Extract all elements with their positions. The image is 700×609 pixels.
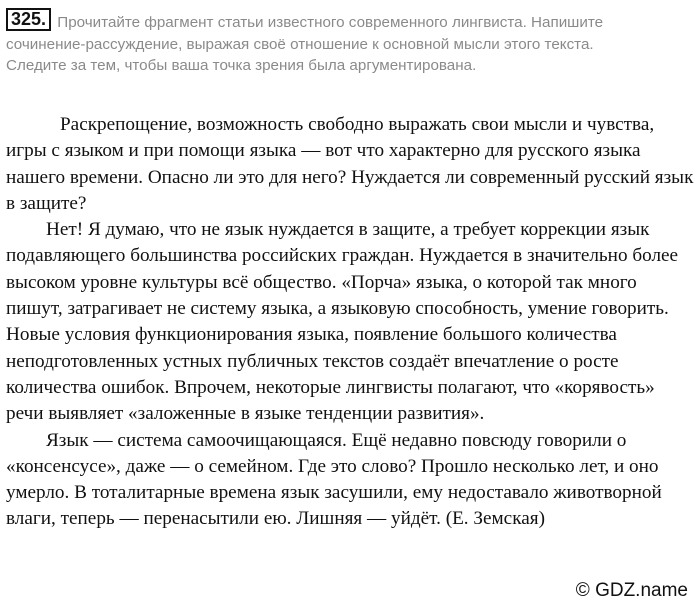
task-instruction: [6, 9, 696, 77]
source-text: [6, 112, 696, 533]
task-number: 325.: [6, 8, 51, 31]
text-paragraph-2: Нет! Я думаю, что не язык нуждается в защите, а требует коррекции язык подавляющего большинства российских граждан. Нуждается в значительно более высоком уровне культуры всё общество. «Порча» языка, о которой так много пишут, затрагивает не систему языка, а языковую способность, умение говорить. Новые условия функционирования языка, появление большого количества неподготовленных устных публичных текстов создаёт впечатление о росте количества ошибок. Впрочем, некоторые лингвисты полагают, что «корявость» речи выявляет «заложенные в языке тенденции развития».: [6, 219, 679, 425]
task-line-1: Прочитайте фрагмент статьи известного современного лингвиста. Напишите: [57, 14, 604, 31]
text-paragraph-3: Язык — система самоочищающаяся. Ещё недавно повсюду говорили о «консенсусе», даже — о семейном. Где это слово? Прошло несколько лет, и оно умерло. В тоталитарные времена язык засушили, ему недоставало животворной влаги, теперь — перенасытили ею. Лишняя — уйдёт. (Е. Земская): [6, 429, 662, 530]
task-line-3: Следите за тем, чтобы ваша точка зрения была аргументирована.: [6, 57, 477, 74]
text-paragraph-1: Раскрепощение, возможность свободно выражать свои мысли и чувства, игры с языком и при помощи языка — вот что характерно для русского языка нашего времени. Опасно ли это для него? Нуждается ли современный русский язык в защите?: [6, 114, 694, 214]
task-line-2: сочинение-рассуждение, выражая своё отношение к основной мысли этого текста.: [6, 35, 594, 53]
copyright-watermark: © GDZ.name: [575, 580, 688, 601]
